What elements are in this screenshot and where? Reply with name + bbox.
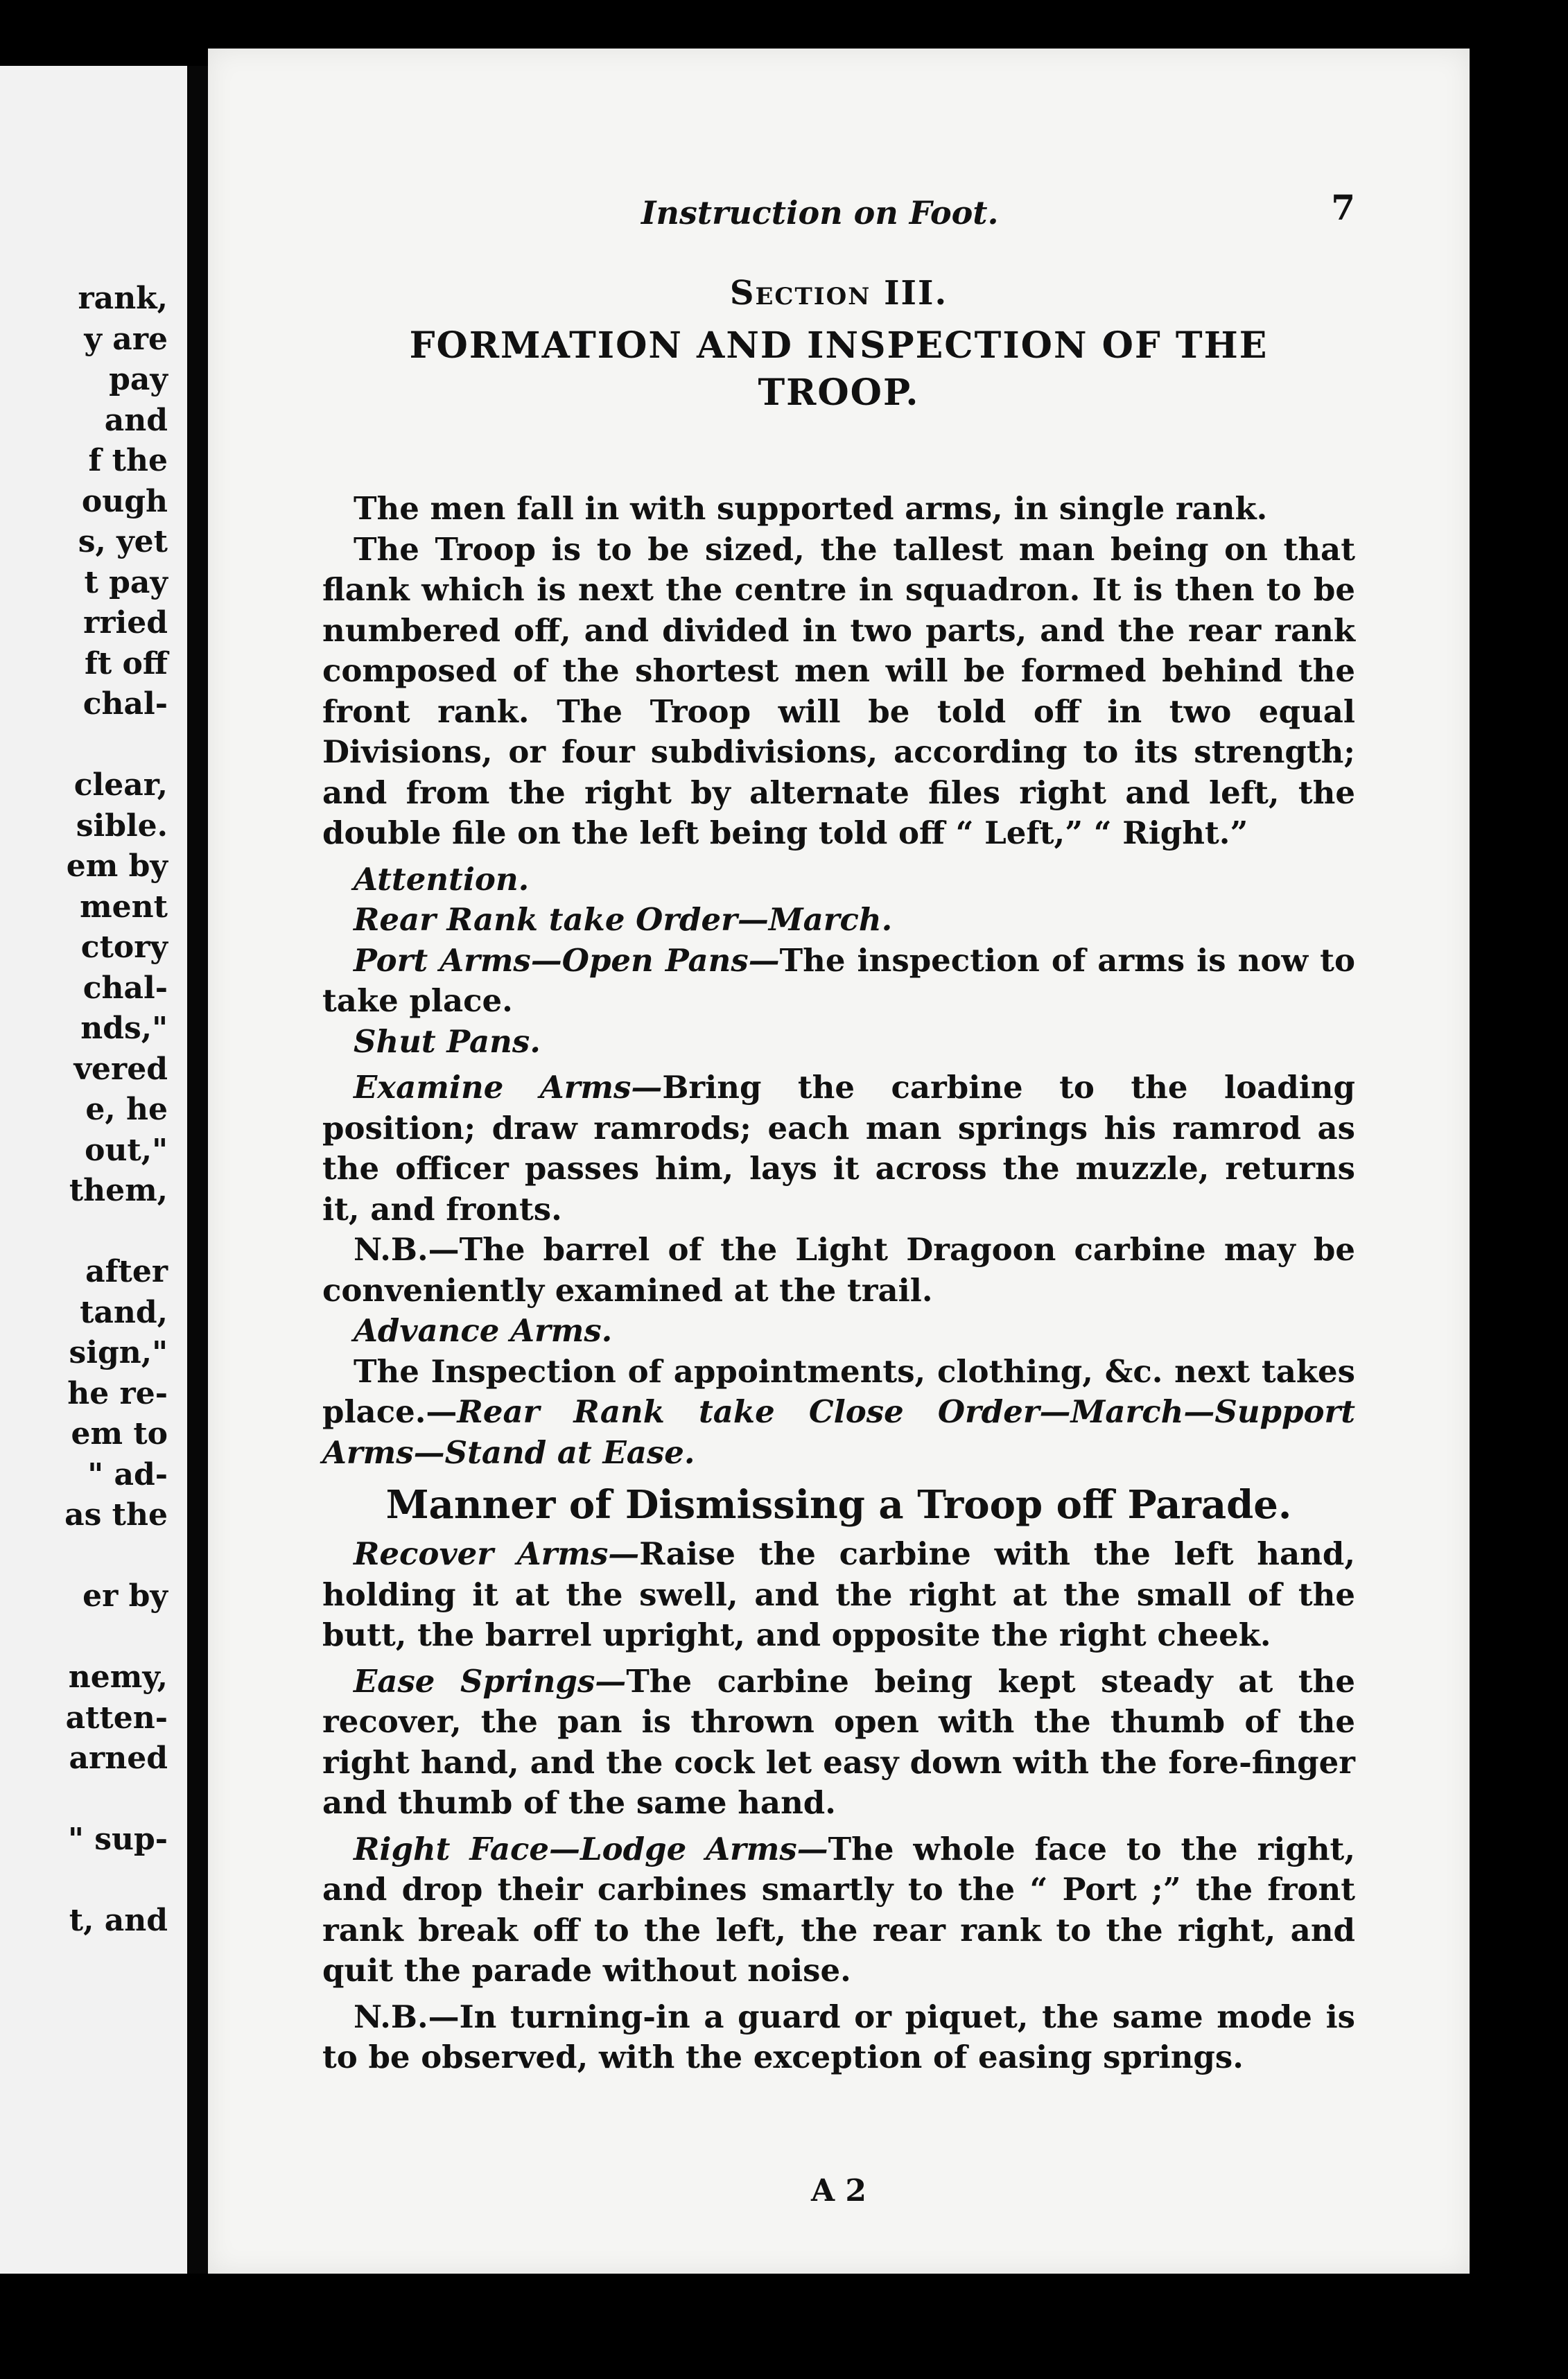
body-text: [322, 489, 1355, 2078]
section-label: Section III.: [729, 274, 948, 313]
left-page-line: rank,: [78, 281, 168, 316]
instruction-text: The Inspection of appointments, clothing, &c. next takes place.—: [322, 1352, 1355, 1430]
paragraph: [322, 1534, 1355, 1656]
left-page-line: " ad-: [87, 1456, 168, 1492]
left-page-line: sign,": [69, 1335, 168, 1370]
left-page-line: rried: [83, 605, 168, 640]
command-text: Right Face—Lodge Arms—: [354, 1830, 828, 1867]
left-page-line: ctory: [80, 930, 168, 965]
left-page-line: as the: [64, 1497, 168, 1533]
subheading: Manner of Dismissing a Troop off Parade.: [385, 1482, 1292, 1528]
paragraph: The Troop is to be sized, the tallest man being on that flank which is next the centre in squadron. It is then to be numbered off, and divided in two parts, and the rear rank composed of the shortest men will be formed behind the front rank. The Troop will be told off in two equal Divisions, or four subdivisions, according to its strength; and from the right by alternate files right and left, the double file on the left being told off “ Left,” “ Right.”: [322, 530, 1355, 851]
paragraph: [322, 1829, 1355, 1992]
instruction-text: Raise the carbine with the left hand, holding it at the swell, and the right at the small of the butt, the barrel upright, and opposite the right cheek.: [322, 1535, 1355, 1653]
left-facing-page: [0, 66, 187, 2274]
left-page-line: s, yet: [78, 524, 168, 559]
left-page-line: vered: [73, 1051, 168, 1087]
left-page-line: chal-: [82, 686, 168, 722]
paragraph: [322, 1068, 1355, 1230]
left-page-line: " sup-: [67, 1822, 168, 1857]
command-text: Port Arms—Open Pans—: [354, 941, 780, 979]
left-page-line: and: [104, 402, 168, 438]
left-page-line: ment: [80, 889, 168, 925]
instruction-text: The inspection of arms is now to take place.: [322, 941, 1355, 1019]
left-page-line: nds,": [80, 1011, 168, 1046]
left-page-line: f the: [88, 443, 168, 478]
paragraph: [322, 1352, 1355, 1474]
left-page-line: atten-: [65, 1700, 168, 1736]
left-page-line: y are: [84, 321, 168, 357]
running-head: [322, 187, 1355, 243]
instruction-text: The whole face to the right, and drop their carbines smartly to the “ Port ;” the front rank break off to the left, the rear rank to the right, and quit the parade without noise.: [322, 1830, 1355, 1989]
instruction-text: The carbine being kept steady at the recover, the pan is thrown open with the thumb of the right hand, and the cock let easy down with the fore-finger and thumb of the same hand.: [322, 1662, 1355, 1821]
left-page-line: arned: [69, 1741, 168, 1776]
section-heading: FORMATION AND INSPECTION OF THE TROOP.: [409, 324, 1269, 414]
left-page-line: t, and: [69, 1903, 168, 1938]
left-page-line: out,": [85, 1132, 168, 1168]
command-line: Rear Rank take Order—March.: [354, 901, 893, 938]
command-text: Ease Springs—: [354, 1662, 627, 1700]
left-page-line: em to: [71, 1416, 168, 1452]
left-page-line: er by: [82, 1578, 168, 1614]
left-page-line: he re-: [67, 1375, 168, 1411]
book-gutter: [187, 66, 208, 2274]
left-page-line: t pay: [84, 564, 168, 600]
signature-mark: A 2: [810, 2173, 867, 2208]
page-number: 7: [1331, 187, 1355, 228]
left-page-line: sible.: [76, 808, 168, 844]
command-text: Rear Rank take Close Order—March—Support Arms—Stand at Ease.: [322, 1393, 1355, 1471]
command-line: Advance Arms.: [354, 1312, 613, 1349]
note-paragraph: N.B.—In turning-in a guard or piquet, the same mode is to be observed, with the exception of easing springs.: [322, 1998, 1355, 2075]
left-page-line: clear,: [73, 767, 168, 803]
left-page-line: tand,: [80, 1294, 168, 1330]
command-line: Attention.: [354, 860, 530, 898]
left-page-line: em by: [66, 848, 168, 884]
command-text: Examine Arms—: [354, 1069, 663, 1106]
left-page-line: after: [85, 1254, 168, 1289]
book-page: [208, 49, 1470, 2274]
note-paragraph: N.B.—The barrel of the Light Dragoon carbine may be conveniently examined at the trail.: [322, 1231, 1355, 1309]
left-page-line: ft off: [84, 645, 168, 681]
instruction-text: Bring the carbine to the loading position; draw ramrods; each man springs his ramrod as the officer passes him, lays it across the muzzle, returns it, and fronts.: [322, 1069, 1355, 1228]
running-title: Instruction on Foot.: [641, 194, 999, 232]
left-page-line: ough: [81, 483, 168, 519]
left-page-line: e, he: [85, 1092, 168, 1127]
paragraph: [322, 941, 1355, 1022]
command-line: Shut Pans.: [354, 1022, 541, 1060]
left-page-line: pay: [109, 362, 168, 397]
left-page-line: chal-: [82, 970, 168, 1006]
command-text: Recover Arms—: [354, 1535, 640, 1572]
left-page-line: them,: [69, 1173, 168, 1208]
left-page-line: nemy,: [68, 1659, 168, 1695]
paragraph: The men fall in with supported arms, in single rank.: [354, 490, 1268, 527]
paragraph: [322, 1662, 1355, 1824]
